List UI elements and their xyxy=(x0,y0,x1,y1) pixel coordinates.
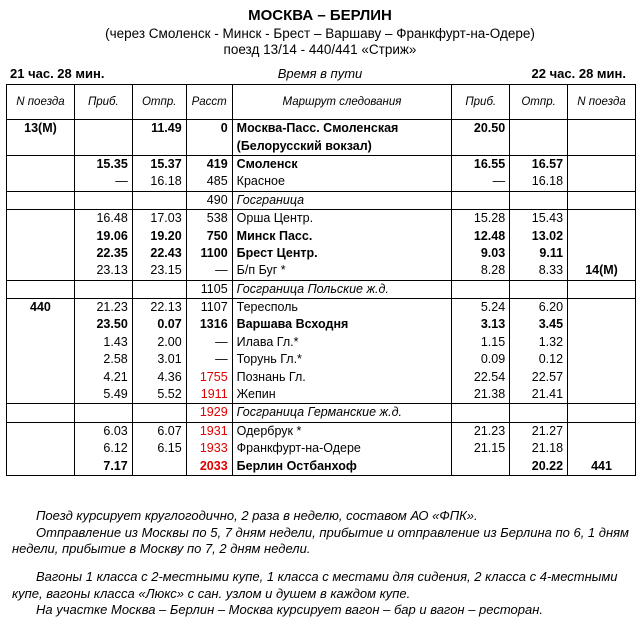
train-no-outbound xyxy=(7,280,75,298)
distance: 419 xyxy=(186,155,232,173)
train-no-return xyxy=(568,245,636,262)
timetable xyxy=(6,84,636,476)
departure-outbound: 19.20 xyxy=(132,227,186,244)
departure-outbound: 0.07 xyxy=(132,316,186,333)
train-no-outbound xyxy=(7,440,75,457)
station-name: Минск Пасс. xyxy=(232,227,452,244)
departure-outbound: 11.49 xyxy=(132,120,186,138)
arrival-outbound: 16.48 xyxy=(74,209,132,227)
table-row xyxy=(7,298,636,316)
distance: 1911 xyxy=(186,386,232,404)
table-row xyxy=(7,440,636,457)
train-no-outbound xyxy=(7,404,75,422)
train-no-outbound xyxy=(7,422,75,440)
train-no-return xyxy=(568,298,636,316)
departure-outbound: 17.03 xyxy=(132,209,186,227)
page-title: МОСКВА – БЕРЛИН xyxy=(248,7,392,24)
arrival-outbound: 6.12 xyxy=(74,440,132,457)
distance: 1100 xyxy=(186,245,232,262)
train-no-return xyxy=(568,440,636,457)
col-distance: Расст xyxy=(186,85,232,120)
distance: 1755 xyxy=(186,368,232,385)
table-row xyxy=(7,155,636,173)
distance: 2033 xyxy=(186,457,232,475)
departure-return xyxy=(510,137,568,155)
arrival-outbound: 2.58 xyxy=(74,351,132,368)
train-no-return xyxy=(568,422,636,440)
train-no-outbound xyxy=(7,209,75,227)
col-train-no-outbound: N поезда xyxy=(7,85,75,120)
arrival-return: 21.15 xyxy=(452,440,510,457)
arrival-outbound: 5.49 xyxy=(74,386,132,404)
departure-return: 20.22 xyxy=(510,457,568,475)
arrival-return: 20.50 xyxy=(452,120,510,138)
distance: 1933 xyxy=(186,440,232,457)
train-no-outbound xyxy=(7,227,75,244)
station-name: (Белорусский вокзал) xyxy=(232,137,452,155)
train-no-outbound: 13(М) xyxy=(7,120,75,138)
train-no-outbound xyxy=(7,368,75,385)
station-name: Илава Гл.* xyxy=(232,334,452,351)
arrival-outbound: 15.35 xyxy=(74,155,132,173)
station-name: Одербрук * xyxy=(232,422,452,440)
station-name: Смоленск xyxy=(232,155,452,173)
distance: — xyxy=(186,351,232,368)
station-name: Франкфурт-на-Одере xyxy=(232,440,452,457)
arrival-return: 21.23 xyxy=(452,422,510,440)
departure-outbound xyxy=(132,404,186,422)
note-line: Поезд курсирует круглогодично, 2 раза в неделю, составом АО «ФПК». xyxy=(36,508,478,523)
station-name: Познань Гл. xyxy=(232,368,452,385)
arrival-return: 22.54 xyxy=(452,368,510,385)
distance: — xyxy=(186,262,232,280)
arrival-return: 21.38 xyxy=(452,386,510,404)
station-name: Берлин Остбанхоф xyxy=(232,457,452,475)
departure-return: 3.45 xyxy=(510,316,568,333)
arrival-return: 15.28 xyxy=(452,209,510,227)
departure-outbound: 22.43 xyxy=(132,245,186,262)
train-no-return xyxy=(568,191,636,209)
departure-outbound xyxy=(132,137,186,155)
train-no-return xyxy=(568,155,636,173)
departure-outbound: 15.37 xyxy=(132,155,186,173)
timetable-header xyxy=(7,85,636,120)
departure-return: 8.33 xyxy=(510,262,568,280)
arrival-return: 5.24 xyxy=(452,298,510,316)
notes-cars xyxy=(12,569,634,619)
note-line: Вагоны 1 класса с 2-местными купе, 1 класса с местами для сидения, 2 класса с 4-местными купе, вагоны класса «Люкс» с сан. узлом и душем в каждом купе. xyxy=(12,569,618,601)
table-row xyxy=(7,173,636,191)
train-no-return: 14(М) xyxy=(568,262,636,280)
arrival-outbound: 23.13 xyxy=(74,262,132,280)
arrival-outbound: 22.35 xyxy=(74,245,132,262)
departure-return: 6.20 xyxy=(510,298,568,316)
arrival-return: — xyxy=(452,173,510,191)
departure-outbound: 16.18 xyxy=(132,173,186,191)
table-row xyxy=(7,227,636,244)
train-no-return xyxy=(568,351,636,368)
train-no-outbound xyxy=(7,386,75,404)
table-row xyxy=(7,137,636,155)
arrival-return xyxy=(452,280,510,298)
route-via: (через Смоленск - Минск - Брест – Варшаву – Франкфурт-на-Одере) xyxy=(105,26,535,41)
arrival-outbound: 1.43 xyxy=(74,334,132,351)
arrival-outbound: 19.06 xyxy=(74,227,132,244)
table-row xyxy=(7,120,636,138)
distance: — xyxy=(186,334,232,351)
arrival-return xyxy=(452,137,510,155)
col-departure-return: Отпр. xyxy=(510,85,568,120)
train-no-return xyxy=(568,227,636,244)
train-no-return xyxy=(568,209,636,227)
arrival-outbound xyxy=(74,120,132,138)
departure-return: 1.32 xyxy=(510,334,568,351)
train-no-outbound xyxy=(7,262,75,280)
table-row xyxy=(7,280,636,298)
train-no-return xyxy=(568,386,636,404)
departure-return: 21.18 xyxy=(510,440,568,457)
travel-time-label: Время в пути xyxy=(277,66,363,81)
arrival-return: 1.15 xyxy=(452,334,510,351)
train-no-outbound xyxy=(7,457,75,475)
table-row xyxy=(7,386,636,404)
train-no-return xyxy=(568,404,636,422)
distance: 1105 xyxy=(186,280,232,298)
arrival-return: 8.28 xyxy=(452,262,510,280)
train-no-outbound xyxy=(7,173,75,191)
train-no-return xyxy=(568,120,636,138)
station-name: Госграница Германские ж.д. xyxy=(232,404,452,422)
arrival-return xyxy=(452,191,510,209)
table-row xyxy=(7,334,636,351)
col-route: Маршрут следования xyxy=(232,85,452,120)
arrival-outbound: 6.03 xyxy=(74,422,132,440)
departure-outbound: 6.07 xyxy=(132,422,186,440)
train-no-outbound xyxy=(7,155,75,173)
departure-return: 22.57 xyxy=(510,368,568,385)
return-travel-time: 22 час. 28 мин. xyxy=(531,66,626,81)
note-line: На участке Москва – Берлин – Москва курсирует вагон – бар и вагон – ресторан. xyxy=(36,602,543,617)
col-arrival-return: Приб. xyxy=(452,85,510,120)
departure-outbound: 5.52 xyxy=(132,386,186,404)
notes-schedule xyxy=(12,508,634,558)
distance: 1931 xyxy=(186,422,232,440)
departure-return xyxy=(510,404,568,422)
distance: 538 xyxy=(186,209,232,227)
train-name: поезд 13/14 - 440/441 «Стриж» xyxy=(223,42,417,57)
arrival-outbound xyxy=(74,404,132,422)
train-no-outbound xyxy=(7,334,75,351)
station-name: Торунь Гл.* xyxy=(232,351,452,368)
departure-outbound: 3.01 xyxy=(132,351,186,368)
arrival-outbound: — xyxy=(74,173,132,191)
distance: 0 xyxy=(186,120,232,138)
distance: 485 xyxy=(186,173,232,191)
station-name: Орша Центр. xyxy=(232,209,452,227)
departure-outbound xyxy=(132,191,186,209)
train-no-outbound xyxy=(7,191,75,209)
col-train-no-return: N поезда xyxy=(568,85,636,120)
arrival-return: 9.03 xyxy=(452,245,510,262)
train-no-return: 441 xyxy=(568,457,636,475)
train-no-outbound xyxy=(7,351,75,368)
train-no-return xyxy=(568,368,636,385)
distance: 1107 xyxy=(186,298,232,316)
departure-return: 21.41 xyxy=(510,386,568,404)
departure-outbound xyxy=(132,457,186,475)
departure-return: 21.27 xyxy=(510,422,568,440)
col-departure-outbound: Отпр. xyxy=(132,85,186,120)
arrival-return: 16.55 xyxy=(452,155,510,173)
departure-return: 13.02 xyxy=(510,227,568,244)
table-row xyxy=(7,404,636,422)
train-no-return xyxy=(568,280,636,298)
departure-outbound: 22.13 xyxy=(132,298,186,316)
arrival-outbound: 7.17 xyxy=(74,457,132,475)
table-row xyxy=(7,245,636,262)
departure-travel-time: 21 час. 28 мин. xyxy=(10,66,105,81)
col-arrival-outbound: Приб. xyxy=(74,85,132,120)
note-line: Отправление из Москвы по 5, 7 дням недели, прибытие и отправление из Берлина по 6, 1 дням недели, прибытие в Москву по 7, 2 дням недели. xyxy=(12,524,629,556)
departure-outbound xyxy=(132,280,186,298)
table-row xyxy=(7,209,636,227)
arrival-return: 3.13 xyxy=(452,316,510,333)
distance xyxy=(186,137,232,155)
departure-return xyxy=(510,280,568,298)
station-name: Москва-Пасс. Смоленская xyxy=(232,120,452,138)
arrival-outbound xyxy=(74,137,132,155)
arrival-return: 12.48 xyxy=(452,227,510,244)
train-no-return xyxy=(568,137,636,155)
train-no-outbound xyxy=(7,316,75,333)
arrival-return xyxy=(452,457,510,475)
arrival-outbound xyxy=(74,191,132,209)
table-row xyxy=(7,191,636,209)
arrival-return: 0.09 xyxy=(452,351,510,368)
station-name: Госграница xyxy=(232,191,452,209)
arrival-outbound: 23.50 xyxy=(74,316,132,333)
departure-outbound: 4.36 xyxy=(132,368,186,385)
departure-outbound: 23.15 xyxy=(132,262,186,280)
arrival-outbound: 21.23 xyxy=(74,298,132,316)
departure-return: 15.43 xyxy=(510,209,568,227)
station-name: Жепин xyxy=(232,386,452,404)
departure-return xyxy=(510,120,568,138)
arrival-outbound xyxy=(74,280,132,298)
departure-outbound: 2.00 xyxy=(132,334,186,351)
table-row xyxy=(7,368,636,385)
station-name: Тересполь xyxy=(232,298,452,316)
table-row xyxy=(7,457,636,475)
departure-outbound: 6.15 xyxy=(132,440,186,457)
train-no-outbound: 440 xyxy=(7,298,75,316)
train-no-outbound xyxy=(7,137,75,155)
train-no-return xyxy=(568,173,636,191)
table-row xyxy=(7,422,636,440)
table-row xyxy=(7,316,636,333)
departure-return: 0.12 xyxy=(510,351,568,368)
distance: 750 xyxy=(186,227,232,244)
station-name: Брест Центр. xyxy=(232,245,452,262)
train-no-return xyxy=(568,316,636,333)
departure-return: 16.57 xyxy=(510,155,568,173)
arrival-outbound: 4.21 xyxy=(74,368,132,385)
station-name: Варшава Всходня xyxy=(232,316,452,333)
train-no-outbound xyxy=(7,245,75,262)
train-no-return xyxy=(568,334,636,351)
distance: 1929 xyxy=(186,404,232,422)
distance: 1316 xyxy=(186,316,232,333)
distance: 490 xyxy=(186,191,232,209)
station-name: Красное xyxy=(232,173,452,191)
station-name: Госграница Польские ж.д. xyxy=(232,280,452,298)
departure-return: 16.18 xyxy=(510,173,568,191)
departure-return xyxy=(510,191,568,209)
station-name: Б/п Буг * xyxy=(232,262,452,280)
table-row xyxy=(7,262,636,280)
arrival-return xyxy=(452,404,510,422)
table-row xyxy=(7,351,636,368)
departure-return: 9.11 xyxy=(510,245,568,262)
